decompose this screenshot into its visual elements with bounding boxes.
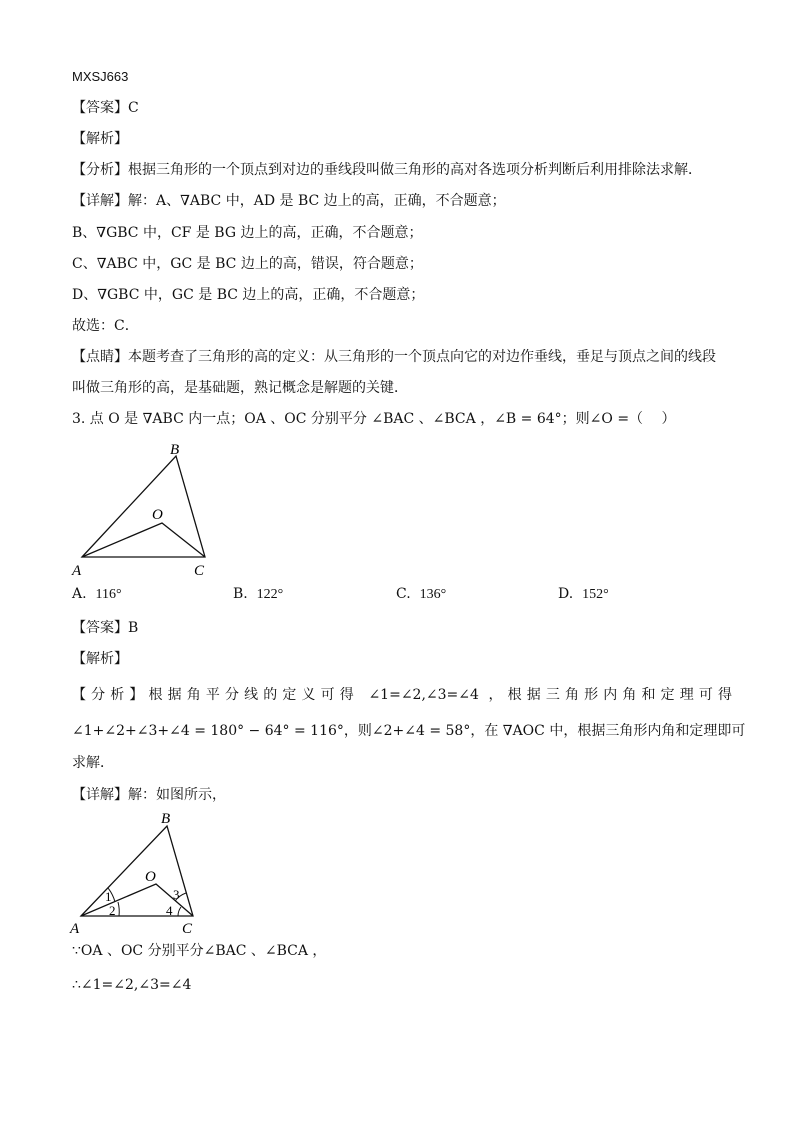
angle-bisector-lines bbox=[82, 523, 205, 557]
answer-tag: 【答案】 bbox=[72, 620, 128, 636]
answer-value: C bbox=[128, 100, 139, 116]
q2-fenxi: 【分析】根据三角形的一个顶点到对边的垂线段叫做三角形的高对各选项分析判断后利用排除法求解． bbox=[72, 162, 702, 178]
q3-answer-line bbox=[72, 617, 732, 639]
q2-line-b: B、∇GBC 中，CF 是 BG 边上的高，正确，不合题意； bbox=[72, 225, 423, 241]
option-b bbox=[233, 586, 283, 603]
answer-tag: 【答案】 bbox=[72, 100, 128, 116]
option-c bbox=[396, 586, 446, 603]
q2-answer-line bbox=[72, 97, 732, 119]
label-c: C bbox=[182, 921, 193, 937]
option-letter: A. bbox=[72, 586, 87, 602]
label-c: C bbox=[194, 563, 205, 579]
label-a: A bbox=[72, 563, 82, 579]
q3-figure-annotated bbox=[60, 806, 240, 938]
label-b: B bbox=[161, 811, 171, 827]
option-value: 116° bbox=[95, 587, 122, 602]
label-angle-1: 1 bbox=[105, 889, 112, 904]
q3-analysis-tag: 【解析】 bbox=[72, 651, 128, 667]
q3-fenxi-2: ∠1+∠2+∠3+∠4 = 180° − 64° = 116°，则∠2+∠4 = 58°，在 ∇AOC 中，根据三角形内角和定理即可 bbox=[72, 723, 746, 739]
q2-choose: 故选：C． bbox=[72, 318, 139, 334]
q2-detail: 【详解】解：A、∇ABC 中，AD 是 BC 边上的高，正确，不合题意； bbox=[72, 193, 506, 209]
q2-line-c: C、∇ABC 中，GC 是 BC 边上的高，错误，符合题意； bbox=[72, 256, 423, 272]
q3-therefore: ∴∠1=∠2,∠3=∠4 bbox=[72, 977, 192, 993]
q3-fenxi-1: 【分析】根据角平分线的定义可得 ∠1=∠2,∠3=∠4 ，根据三角形内角和定理可得 bbox=[72, 687, 732, 703]
option-value: 122° bbox=[256, 587, 284, 602]
label-o: O bbox=[145, 869, 156, 885]
label-angle-3: 3 bbox=[173, 887, 180, 902]
serial-number: MXSJ663 bbox=[72, 69, 129, 84]
option-letter: B. bbox=[233, 586, 248, 602]
option-letter: D. bbox=[558, 586, 574, 602]
label-o: O bbox=[152, 507, 163, 523]
option-a bbox=[72, 586, 122, 603]
q3-because: ∵OA 、OC 分别平分∠BAC 、∠BCA ， bbox=[72, 943, 327, 959]
option-value: 136° bbox=[419, 587, 447, 602]
label-a: A bbox=[70, 921, 80, 937]
label-b: B bbox=[170, 442, 180, 458]
q2-line-d: D、∇GBC 中，GC 是 BC 边上的高，正确，不合题意； bbox=[72, 287, 425, 303]
q3-stem: 3. 点 O 是 ∇ABC 内一点；OA 、OC 分别平分 ∠BAC 、∠BCA ，∠B = 64°；则∠O =（ ） bbox=[72, 411, 676, 427]
q2-analysis-tag: 【解析】 bbox=[72, 131, 128, 147]
answer-value: B bbox=[128, 620, 139, 636]
q3-fenxi-3: 求解． bbox=[72, 755, 114, 771]
q3-detail: 【详解】解：如图所示， bbox=[72, 787, 226, 803]
angle-arc-2 bbox=[118, 902, 119, 916]
option-d bbox=[558, 586, 609, 603]
label-angle-2: 2 bbox=[109, 903, 116, 918]
triangle-abc bbox=[81, 826, 193, 916]
option-value: 152° bbox=[582, 587, 609, 602]
q3-figure-triangle bbox=[60, 434, 240, 584]
q2-dianjing-1: 【点睛】本题考查了三角形的高的定义：从三角形的一个顶点向它的对边作垂线，垂足与顶点之间的线段 bbox=[72, 349, 716, 365]
angle-arc-4 bbox=[178, 907, 181, 916]
q2-dianjing-2: 叫做三角形的高，是基础题，熟记概念是解题的关键． bbox=[72, 380, 408, 396]
option-letter: C. bbox=[396, 586, 411, 602]
label-angle-4: 4 bbox=[166, 903, 173, 918]
